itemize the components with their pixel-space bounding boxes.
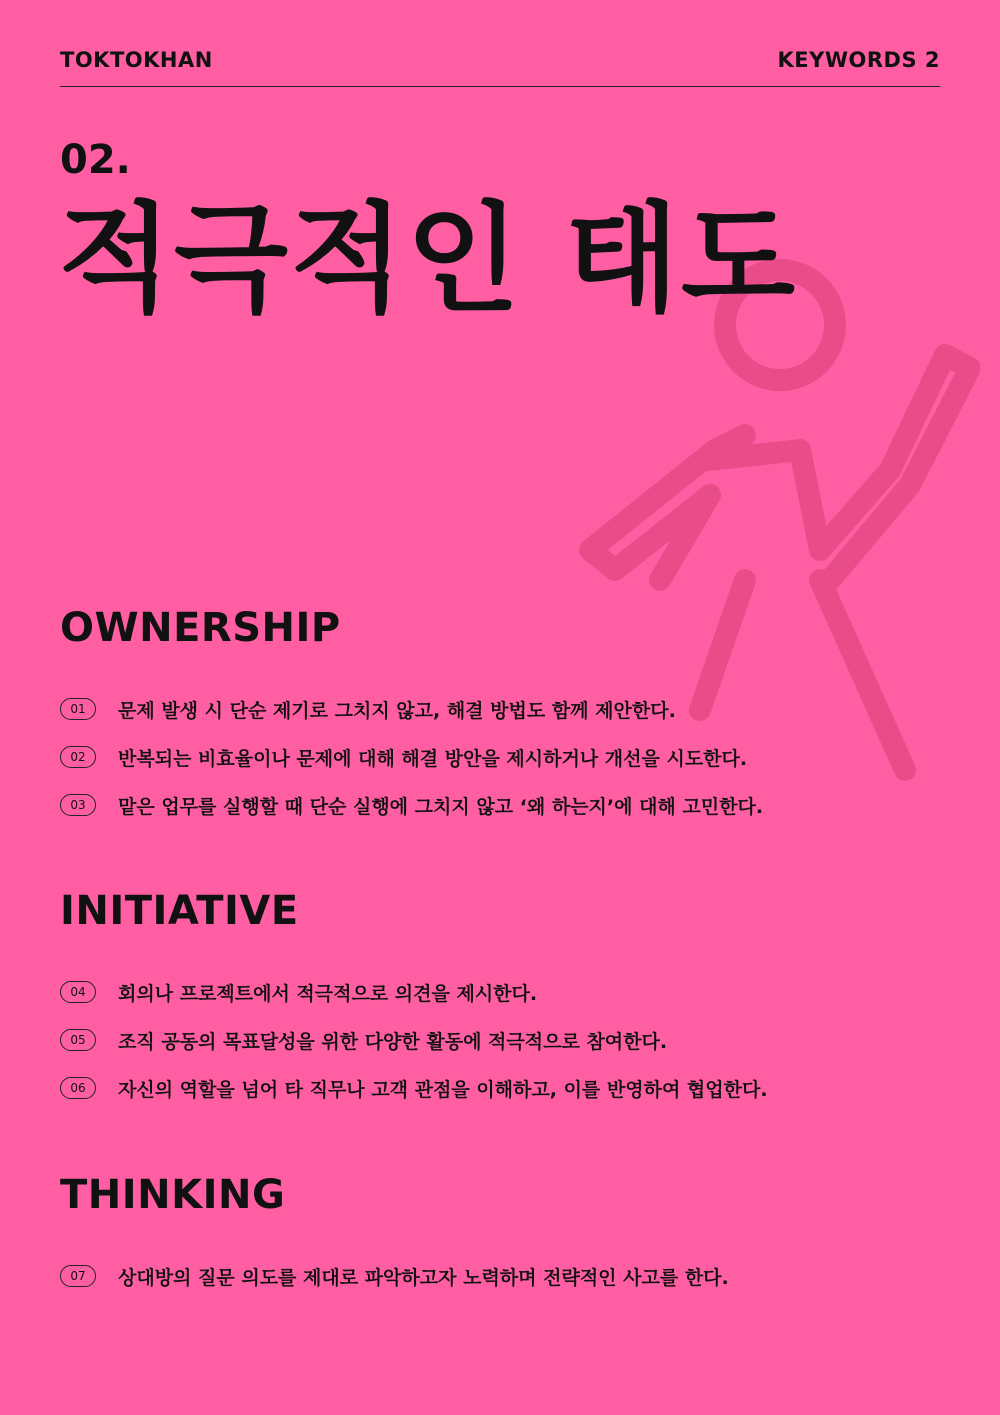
page-header xyxy=(60,48,940,87)
item-text: 맡은 업무를 실행할 때 단순 실행에 그치지 않고 ‘왜 하는지’에 대해 고민한다. xyxy=(118,795,764,818)
item-text: 문제 발생 시 단순 제기로 그치지 않고, 해결 방법도 함께 제안한다. xyxy=(118,699,676,722)
item-number-badge: 02 xyxy=(60,746,96,768)
item-text: 조직 공동의 목표달성을 위한 다양한 활동에 적극적으로 참여한다. xyxy=(118,1030,668,1053)
section-ownership xyxy=(60,605,940,829)
section-heading: THINKING xyxy=(60,1172,286,1218)
item-number-badge: 03 xyxy=(60,794,96,816)
list-item xyxy=(60,685,940,733)
item-text: 회의나 프로젝트에서 적극적으로 의견을 제시한다. xyxy=(118,982,538,1005)
list-item xyxy=(60,733,940,781)
list-item xyxy=(60,968,940,1016)
brand-name: TOKTOKHAN xyxy=(60,48,213,72)
section-thinking xyxy=(60,1172,940,1300)
item-number-badge: 04 xyxy=(60,981,96,1003)
item-text: 자신의 역할을 넘어 타 직무나 고객 관점을 이해하고, 이를 반영하여 협업한다. xyxy=(118,1078,768,1101)
list-item xyxy=(60,1252,940,1300)
section-heading: OWNERSHIP xyxy=(60,605,341,651)
section-initiative xyxy=(60,888,940,1112)
item-text: 반복되는 비효율이나 문제에 대해 해결 방안을 제시하거나 개선을 시도한다. xyxy=(118,747,748,770)
list-item xyxy=(60,1064,940,1112)
list-item xyxy=(60,1016,940,1064)
item-text: 상대방의 질문 의도를 제대로 파악하고자 노력하며 전략적인 사고를 한다. xyxy=(118,1266,729,1289)
page-title: 적극적인 태도 xyxy=(58,190,798,328)
section-label: KEYWORDS 2 xyxy=(777,48,940,72)
item-number-badge: 06 xyxy=(60,1077,96,1099)
section-heading: INITIATIVE xyxy=(60,888,299,934)
keyword-number: 02. xyxy=(60,137,131,183)
item-number-badge: 05 xyxy=(60,1029,96,1051)
item-number-badge: 01 xyxy=(60,698,96,720)
item-number-badge: 07 xyxy=(60,1265,96,1287)
list-item xyxy=(60,781,940,829)
